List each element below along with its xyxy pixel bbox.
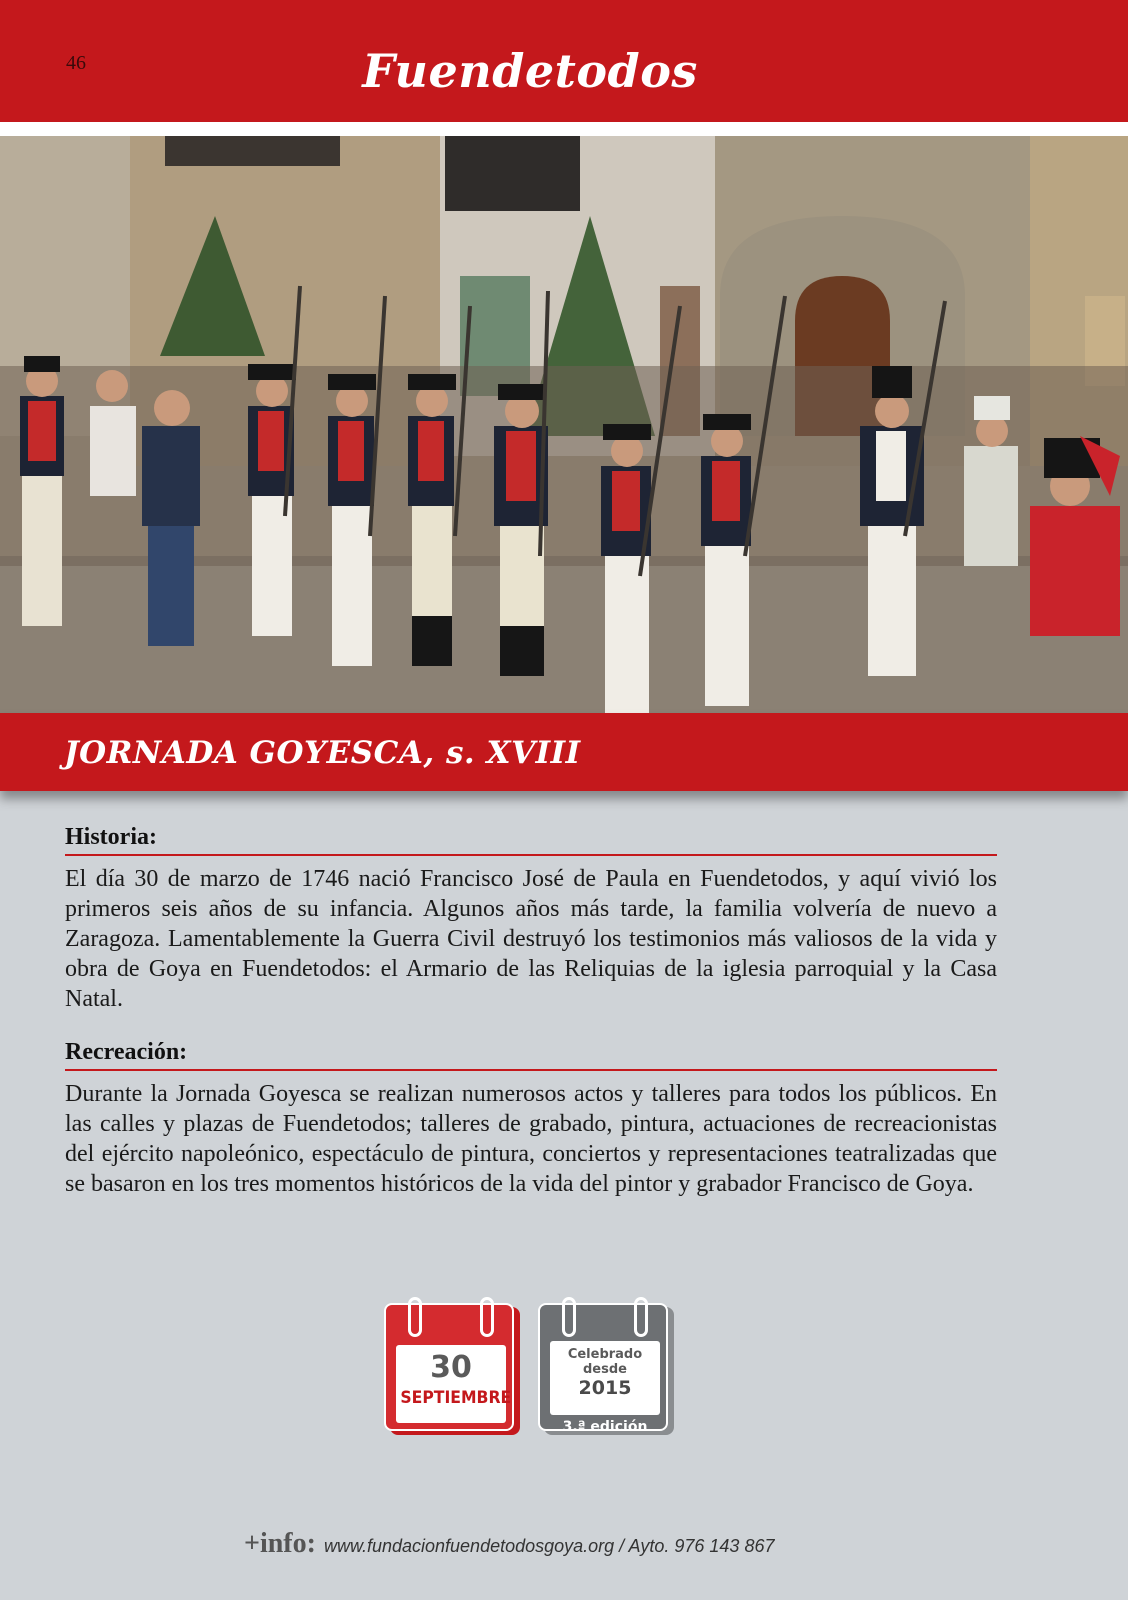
recreacion-section	[65, 1037, 997, 1199]
event-photo	[0, 136, 1128, 713]
calendar-since-line2: desde	[583, 1362, 627, 1377]
calendar-day: 30	[430, 1350, 472, 1385]
footer-contact: www.fundacionfuendetodosgoya.org / Ayto. 976 143 867	[323, 1536, 775, 1556]
event-title-band	[0, 713, 1128, 791]
calendar-ring-icon	[562, 1297, 576, 1337]
calendar-since-line1: Celebrado	[567, 1347, 643, 1362]
celebrated-since-calendar-icon	[538, 1297, 668, 1435]
divider	[0, 122, 1128, 136]
event-date-calendar-icon	[384, 1297, 514, 1427]
event-title: JORNADA GOYESCA, s. XVIII	[64, 735, 581, 771]
page-number: 46	[66, 52, 86, 74]
calendar-since-year: 2015	[578, 1377, 632, 1399]
historia-heading: Historia:	[65, 822, 997, 856]
recreacion-heading: Recreación:	[65, 1037, 997, 1071]
footer-info	[244, 1528, 774, 1560]
calendar-ring-icon	[634, 1297, 648, 1337]
calendar-date	[396, 1345, 512, 1423]
footer-label: +info:	[244, 1528, 316, 1559]
historia-body: El día 30 de marzo de 1746 nació Francisco José de Paula en Fuendetodos, y aquí vivió los primeros seis años de su infancia. Algunos años más tarde, la familia volvería de nuevo a Zaragoza. Lamentablemente la Guerra Civil destruyó los testimonios más valiosos de la vida y obra de Goya en Fuendetodos: el Armario de las Reliquias de la iglesia parroquial y la Casa Natal.	[65, 866, 997, 1012]
recreacion-body: Durante la Jornada Goyesca se realizan numerosos actos y talleres para todos los públicos. En las calles y plazas de Fuendetodos; talleres de grabado, pintura, actuaciones de recreacionistas del ejército napoleónico, espectáculo de pintura, conciertos y representaciones teatralizadas que se basaron en los tres momentos históricos de la vida del pintor y grabador Francisco de Goya.	[65, 1081, 997, 1197]
calendar-ring-icon	[408, 1297, 422, 1337]
page-title: Fuendetodos	[362, 44, 698, 98]
calendar-front	[538, 1303, 668, 1435]
calendar-month: SEPTIEMBRE	[400, 1388, 512, 1408]
calendar-front	[384, 1303, 514, 1431]
calendar-ring-icon	[480, 1297, 494, 1337]
header-band	[0, 0, 1128, 122]
calendar-edition: 3.ª edición	[562, 1419, 648, 1435]
historia-section	[65, 822, 997, 1014]
calendar-since	[550, 1341, 660, 1415]
